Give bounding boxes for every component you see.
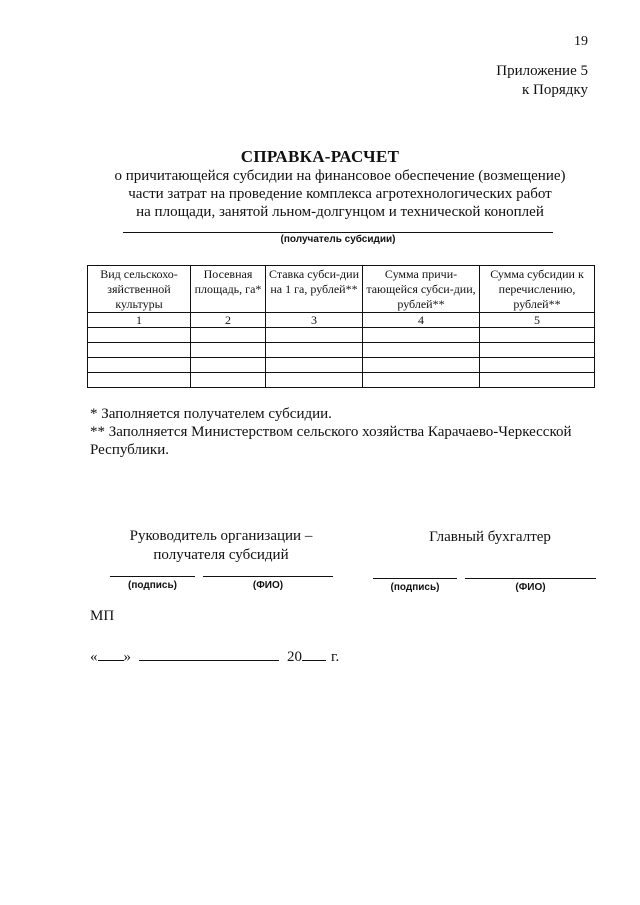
accountant-signature-caption: (подпись): [390, 582, 440, 593]
head-title-line-1: Руководитель организации –: [129, 528, 313, 544]
table-header-row: [88, 266, 595, 313]
table-row: [88, 373, 595, 388]
column-number: 2: [191, 313, 266, 328]
table-cell[interactable]: [88, 343, 191, 358]
header-rate-per-ha: Ставка субси-дии на 1 га, рублей**: [266, 266, 363, 313]
accountant-fio-caption: (ФИО): [515, 582, 546, 593]
day-blank[interactable]: [98, 646, 124, 661]
page-number: 19: [574, 34, 588, 49]
column-number: 4: [363, 313, 480, 328]
table-cell[interactable]: [191, 328, 266, 343]
table-cell[interactable]: [191, 358, 266, 373]
subtitle-line-2: части затрат на проведение комплекса агротехнологических работ: [128, 186, 552, 202]
table-row: [88, 358, 595, 373]
month-blank[interactable]: [139, 646, 279, 661]
recipient-fill-line[interactable]: [123, 232, 553, 233]
header-sown-area: Посевная площадь, га*: [191, 266, 266, 313]
column-number: 5: [480, 313, 595, 328]
footnotes: [90, 405, 610, 459]
table-cell[interactable]: [266, 358, 363, 373]
chief-accountant-title: Главный бухгалтер: [429, 529, 551, 545]
table-cell[interactable]: [480, 373, 595, 388]
table-cell[interactable]: [480, 343, 595, 358]
footnote-ministry: ** Заполняется Министерством сельского хозяйства Карачаево-Черкесской Республики.: [90, 424, 572, 458]
table-cell[interactable]: [363, 358, 480, 373]
header-crop-type: Вид сельскохо-зяйственной культуры: [88, 266, 191, 313]
table-cell[interactable]: [266, 328, 363, 343]
appendix-line-2: к Порядку: [522, 82, 588, 98]
footnote-recipient: * Заполняется получателем субсидии.: [90, 406, 332, 422]
document-subtitle: [60, 167, 620, 221]
column-number: 1: [88, 313, 191, 328]
recipient-caption: (получатель субсидии): [280, 234, 396, 245]
date-line: [90, 646, 339, 666]
table-cell[interactable]: [88, 328, 191, 343]
table-cell[interactable]: [480, 358, 595, 373]
table-cell[interactable]: [363, 343, 480, 358]
head-signature-line[interactable]: [110, 576, 195, 577]
table-cell[interactable]: [88, 358, 191, 373]
appendix-reference: [496, 62, 588, 100]
year-prefix: 20: [287, 649, 302, 665]
table-cell[interactable]: [266, 343, 363, 358]
column-number: 3: [266, 313, 363, 328]
document-title: СПРАВКА-РАСЧЕТ: [240, 147, 400, 166]
head-of-organization-title: [90, 527, 352, 565]
table-row: [88, 328, 595, 343]
table-cell[interactable]: [480, 328, 595, 343]
year-blank[interactable]: [302, 646, 326, 661]
appendix-line-1: Приложение 5: [496, 63, 588, 79]
subtitle-line-3: на площади, занятой льном-долгунцом и технической коноплей: [136, 204, 544, 220]
date-close-quote: »: [123, 649, 131, 665]
head-title-line-2: получателя субсидий: [153, 547, 289, 563]
stamp-place: МП: [90, 608, 115, 624]
table-cell[interactable]: [363, 373, 480, 388]
table-cell[interactable]: [88, 373, 191, 388]
date-open-quote: «: [90, 649, 98, 665]
table-row: [88, 343, 595, 358]
head-fio-line[interactable]: [203, 576, 333, 577]
header-subsidy-due: Сумма причи-тающейся субси-дии, рублей**: [363, 266, 480, 313]
year-suffix: г.: [331, 649, 340, 665]
subsidy-table: [87, 265, 595, 388]
table-cell[interactable]: [191, 373, 266, 388]
table-cell[interactable]: [363, 328, 480, 343]
head-signature-caption: (подпись): [128, 580, 177, 591]
table-number-row: [88, 313, 595, 328]
subtitle-line-1: о причитающейся субсидии на финансовое обеспечение (возмещение): [114, 168, 566, 184]
head-fio-caption: (ФИО): [252, 580, 284, 591]
table-cell[interactable]: [191, 343, 266, 358]
header-subsidy-transfer: Сумма субсидии к перечислению, рублей**: [480, 266, 595, 313]
accountant-signature-line[interactable]: [373, 578, 457, 579]
table-cell[interactable]: [266, 373, 363, 388]
accountant-fio-line[interactable]: [465, 578, 596, 579]
